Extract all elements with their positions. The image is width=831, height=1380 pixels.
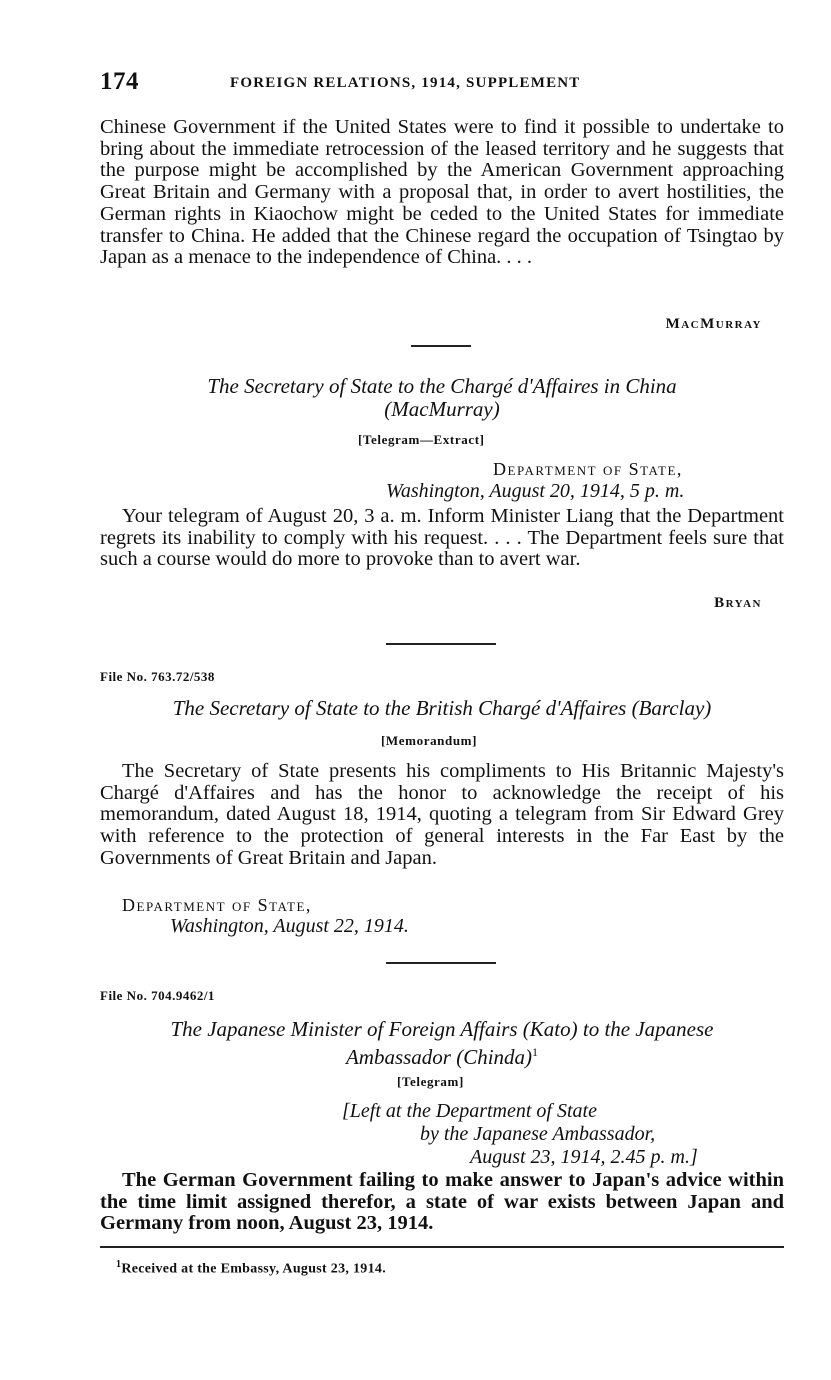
doc2-dept: Department of State, <box>122 895 312 915</box>
doc3-left-at-line1: [Left at the Department of State <box>342 1100 597 1122</box>
doc2-file-number: File No. 763.72/538 <box>100 669 215 684</box>
page-number: 174 <box>100 68 139 95</box>
signature-bryan: Bryan <box>714 595 762 611</box>
signature-macmurray: MacMurray <box>665 316 762 332</box>
doc1-dept: Department of State, <box>493 459 683 479</box>
doc3-left-at-line3: August 23, 1914, 2.45 p. m.] <box>470 1146 698 1168</box>
doc2-dateline: Washington, August 22, 1914. <box>170 915 409 937</box>
doc2-title: The Secretary of State to the British Chargé d'Affaires (Barclay) <box>172 696 712 720</box>
footnote <box>116 1259 386 1278</box>
doc1-title-line2: (MacMurray) <box>384 397 500 421</box>
doc1-dateline: Washington, August 20, 1914, 5 p. m. <box>386 480 685 502</box>
doc2-body: The Secretary of State presents his compliments to His Britannic Majesty's Chargé d'Affaires and has the honor to acknowledge the receipt of his memorandum, dated August 18, 1914, quoting a telegram from Sir Edward Grey with reference to the protection of general interests in the Far East by the Governments of Great Britain and Japan. <box>100 760 784 869</box>
section-divider <box>386 643 496 645</box>
section-divider <box>386 962 496 964</box>
footnote-rule <box>100 1246 784 1248</box>
footnote-mark: 1 <box>116 1259 122 1270</box>
doc3-title-line2-wrap <box>100 1041 784 1068</box>
footnote-ref: 1 <box>532 1045 539 1059</box>
doc1-type: [Telegram—Extract] <box>358 432 485 447</box>
doc3-title-line1: The Japanese Minister of Foreign Affairs (Kato) to the Japanese <box>170 1017 714 1041</box>
doc1-body: Your telegram of August 20, 3 a. m. Inform Minister Liang that the Department regrets its inability to comply with his request. . . . The Department feels sure that such a course would do more to provoke than to avert war. <box>100 505 784 571</box>
doc2-type: [Memorandum] <box>381 733 478 748</box>
doc1-title-line1: The Secretary of State to the Chargé d'Affaires in China <box>207 374 677 398</box>
section-divider <box>411 345 471 347</box>
footnote-text: Received at the Embassy, August 23, 1914. <box>121 1261 387 1277</box>
doc3-title-line2: Ambassador (Chinda) <box>345 1045 533 1069</box>
doc3-type: [Telegram] <box>397 1074 464 1089</box>
doc3-body: The German Government failing to make answer to Japan's advice within the time limit assigned therefor, a state of war exists between Japan and Germany from noon, August 23, 1914. <box>100 1169 784 1235</box>
continuation-paragraph: Chinese Government if the United States were to find it possible to undertake to bring about the immediate retrocession of the leased territory and he suggests that the purpose might be accomplished by the American Government approaching Great Britain and Germany with a proposal that, in order to avert hostilities, the German rights in Kiaochow might be ceded to the United States for immediate transfer to China. He added that the Chinese regard the occupation of Tsingtao by Japan as a menace to the independence of China. . . . <box>100 116 784 269</box>
doc3-file-number: File No. 704.9462/1 <box>100 988 215 1003</box>
running-head: FOREIGN RELATIONS, 1914, SUPPLEMENT <box>230 75 581 91</box>
doc3-left-at-line2: by the Japanese Ambassador, <box>420 1123 656 1145</box>
page-header <box>100 68 784 102</box>
